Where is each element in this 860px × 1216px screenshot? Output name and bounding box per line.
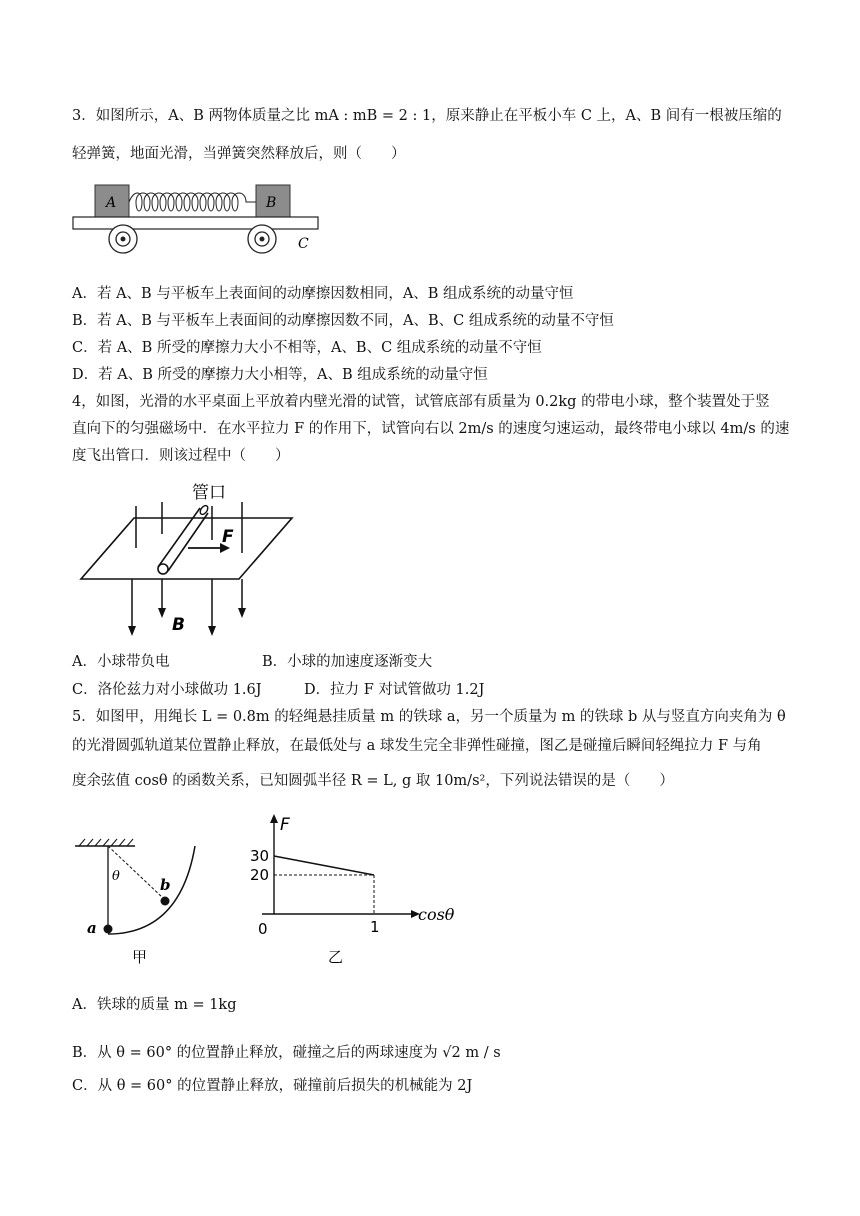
block-b-label: B [266,195,277,211]
q5-graph-figure-yi [248,814,458,969]
q3-option-c: C．若 A、B 所受的摩擦力大小不相等，A、B、C 组成系统的动量不守恒 [72,340,542,356]
q3-stem-line1: 3．如图所示，A、B 两物体质量之比 mA : mB = 2 : 1，原来静止在平板小车 C 上，A、B 间有一根被压缩的 [72,108,782,124]
field-label: B [172,615,185,635]
cart-c-label: C [298,236,309,252]
tick-20: 20 [250,866,270,884]
theta-label: θ [112,869,120,884]
force-label: F [222,527,234,547]
q5-stem-line1: 5．如图甲，用绳长 L = 0.8m 的轻绳悬挂质量 m 的铁球 a，另一个质量为 m 的铁球 b 从与竖直方向夹角为 θ [72,709,786,725]
q3-option-b: B．若 A、B 与平板车上表面间的动摩擦因数不同，A、B、C 组成系统的动量不守恒 [72,313,614,329]
tick-1: 1 [370,918,380,936]
q3-option-a: A．若 A、B 与平板车上表面间的动摩擦因数相同，A、B 组成系统的动量守恒 [72,286,574,302]
block-a-label: A [106,195,117,211]
q4-stem-line3: 度飞出管口．则该过程中（ ） [72,448,290,464]
caption-yi: 乙 [328,948,344,966]
q5-stem-line2: 的光滑圆弧轨道某位置静止释放，在最低处与 a 球发生完全非弹性碰撞，图乙是碰撞后瞬间轻绳拉力 F 与角 [72,738,762,754]
q5-stem-line3: 度余弦值 cosθ 的函数关系，已知圆弧半径 R = L, g 取 10m/s²，下列说法错误的是（ ） [72,773,674,789]
q4-option-d: D．拉力 F 对试管做功 1.2J [304,682,485,698]
tick-origin: 0 [258,920,268,938]
q4-tube-figure [74,478,299,643]
q4-option-a: A．小球带负电 [72,654,170,670]
caption-jia: 甲 [132,948,148,966]
q5-option-a: A．铁球的质量 m = 1kg [72,997,237,1013]
q5-option-b: B．从 θ = 60° 的位置静止释放，碰撞之后的两球速度为 √2 m / s [72,1045,501,1061]
tick-30: 30 [250,847,270,865]
ball-b-label: b [160,876,171,894]
x-axis-label: cosθ [418,905,455,924]
q4-stem-line2: 直向下的匀强磁场中．在水平拉力 F 的作用下，试管向右以 2m/s 的速度匀速运动，最终带电小球以 4m/s 的速 [72,421,790,437]
q3-stem-line2: 轻弹簧，地面光滑，当弹簧突然释放后，则（ ） [72,146,406,162]
q4-option-b: B．小球的加速度逐渐变大 [262,654,433,670]
ball-a-label: a [87,919,97,937]
q4-option-c: C．洛伦兹力对小球做功 1.6J [72,682,262,698]
tube-mouth-label: 管口 [192,483,226,503]
q5-pendulum-figure-jia [70,834,220,969]
y-axis-label: F [280,815,290,835]
q4-stem-line1: 4，如图，光滑的水平桌面上平放着内壁光滑的试管，试管底部有质量为 0.2kg 的带电小球，整个装置处于竖 [72,394,770,410]
q3-cart-figure [70,182,330,262]
q5-option-c: C．从 θ = 60° 的位置静止释放，碰撞前后损失的机械能为 2J [72,1078,473,1094]
q3-option-d: D．若 A、B 所受的摩擦力大小相等，A、B 组成系统的动量守恒 [72,367,488,383]
